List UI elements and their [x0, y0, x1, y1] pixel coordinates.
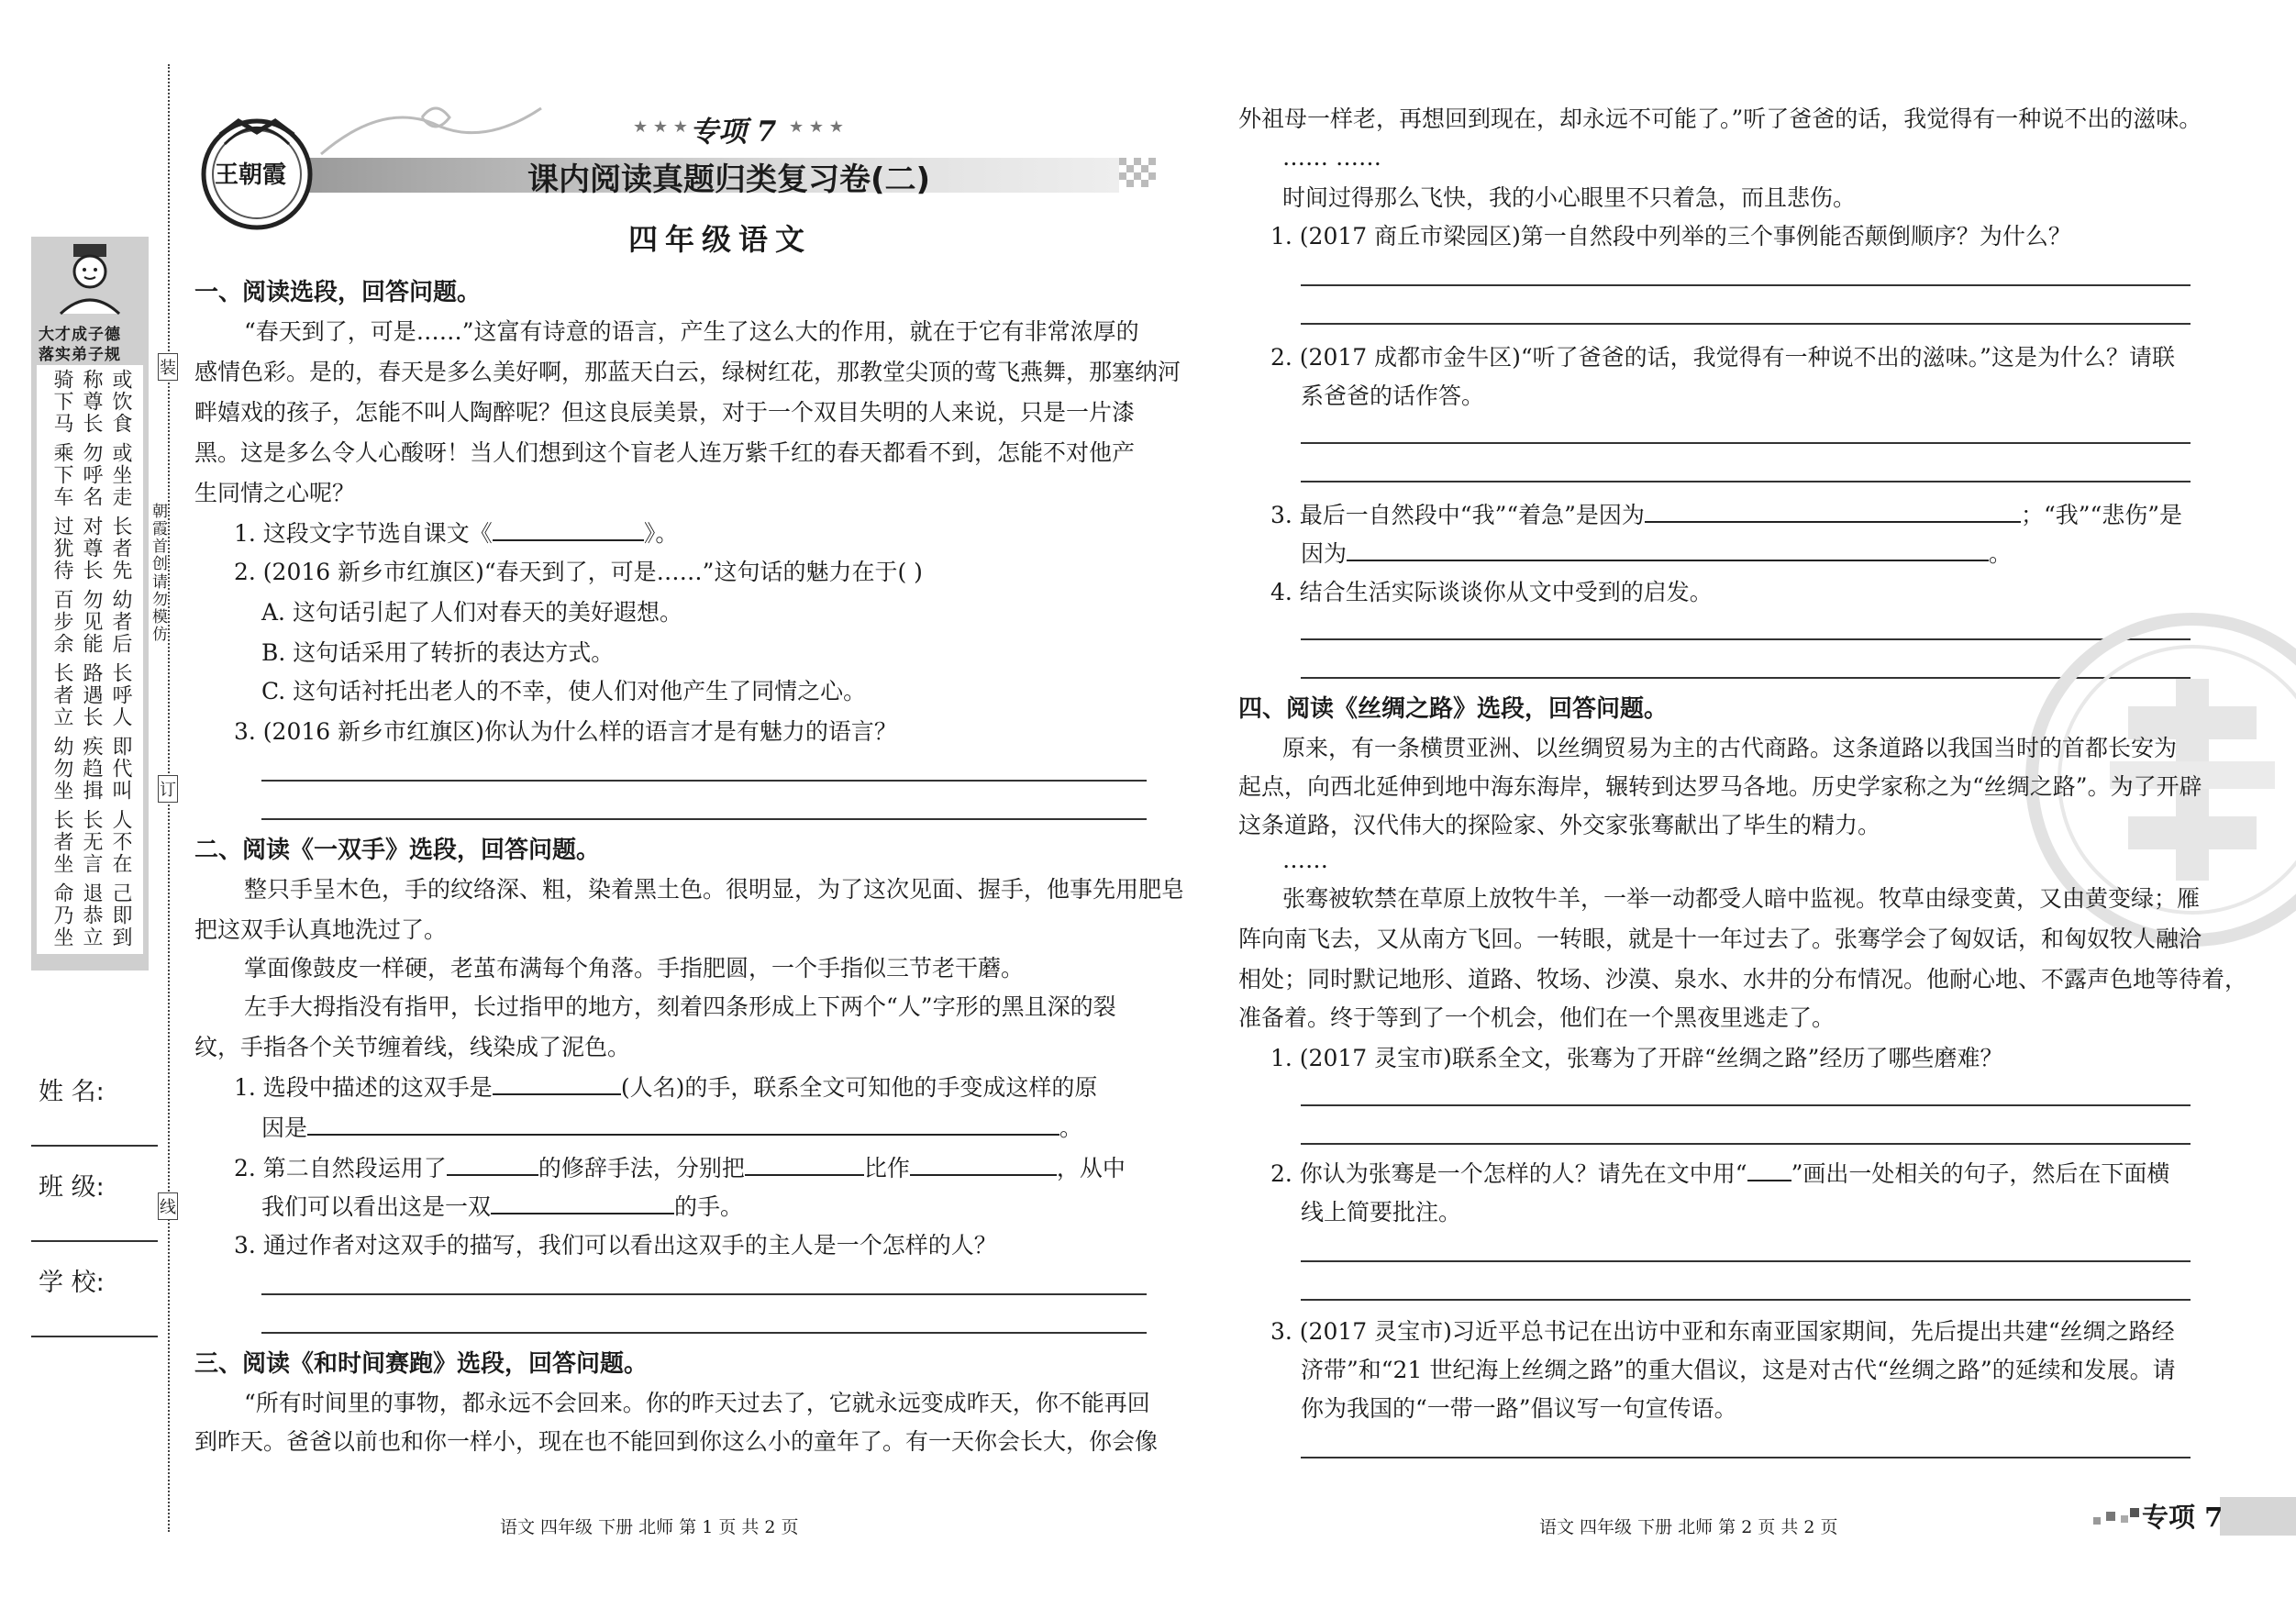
answer-line[interactable]: [1301, 1457, 2191, 1458]
sidebar-poem: [50, 369, 141, 956]
s1-q1-blank[interactable]: [493, 517, 644, 541]
s2-question-1-cont: [261, 1110, 1082, 1147]
s3-q3-blank-2[interactable]: [1347, 538, 1989, 561]
poem-col: 路遇长: [80, 662, 103, 728]
stars-right-icon: ★ ★ ★: [789, 117, 844, 137]
poem-col: 过犹待: [50, 516, 73, 582]
poem-col: 命乃坐: [50, 882, 73, 948]
s2-q2-blank-2[interactable]: [745, 1152, 864, 1176]
poem-col: 乘下车: [50, 442, 73, 508]
page-subtitle: 四年级语文: [628, 222, 813, 257]
poem-col: 对尊长: [80, 516, 103, 582]
s3-question-3-cont: [1301, 536, 2012, 572]
s1-passage-line: “春天到了，可是……”这富有诗意的语言，产生了这么大的作用，就在于它有非常浓厚的: [244, 318, 1139, 345]
s4-q2-mid: ”画出一处相关的句子，然后在下面横: [1791, 1160, 2170, 1187]
s2-question-3: 3. 通过作者对这双手的描写，我们可以看出这双手的主人是一个怎样的人？: [234, 1232, 997, 1259]
s4-passage-line: 起点，向西北延伸到地中海东海岸，辗转到达罗马各地。历史学家称之为“丝绸之路”。为了开辟: [1238, 773, 2202, 800]
s4-passage-line: ……: [1282, 847, 1328, 873]
binding-mark: 订: [158, 775, 178, 803]
class-field[interactable]: [31, 1240, 158, 1242]
s2-q2-cont-text: 我们可以看出这是一双: [261, 1193, 492, 1220]
s2-q1-blank-reason[interactable]: [307, 1112, 1059, 1136]
s3-q3-because: 因为: [1301, 540, 1348, 567]
stars-left-icon: ★ ★ ★: [633, 117, 688, 137]
answer-line[interactable]: [1301, 1260, 2191, 1262]
poem-col: 长者先: [109, 516, 132, 582]
poem-col: 或坐走: [109, 442, 132, 508]
s1-option-a[interactable]: A. 这句话引起了人们对春天的美好遐想。: [261, 599, 682, 626]
motto-line-2: 落实弟子规: [39, 346, 121, 364]
s2-passage-line: 纹，手指各个关节缠着线，线染成了泥色。: [194, 1034, 631, 1060]
binding-mark: 线: [158, 1192, 178, 1220]
s1-question-2: 2. (2016 新乡市红旗区)“春天到了，可是……”这句话的魅力在于( ): [234, 559, 923, 585]
answer-line[interactable]: [1301, 442, 2191, 444]
poem-col: 幼者后: [109, 589, 132, 655]
poem-col: 人不在: [109, 809, 132, 875]
school-field[interactable]: [31, 1336, 158, 1337]
poem-col: 骑下马: [50, 369, 73, 435]
series-label: 专项 7: [690, 116, 777, 149]
answer-line[interactable]: [1301, 323, 2191, 325]
section-1-heading: 一、阅读选段，回答问题。: [194, 279, 482, 306]
section-3-heading: 三、阅读《和时间赛跑》选段，回答问题。: [194, 1350, 649, 1378]
answer-line[interactable]: [261, 1293, 1147, 1295]
s4-q2-text: 2. 你认为张骞是一个怎样的人？请先在文中用“: [1270, 1160, 1747, 1187]
answer-line[interactable]: [1301, 1104, 2191, 1106]
s4-question-1: 1. (2017 灵宝市)联系全文，张骞为了开辟“丝绸之路”经历了哪些磨难？: [1270, 1045, 2003, 1071]
s3-question-2-cont: 系爸爸的话作答。: [1301, 383, 1485, 409]
poem-col: 即代叫: [109, 736, 132, 802]
poem-col: 长者立: [50, 662, 73, 728]
s2-q1-text: 1. 选段中描述的这双手是: [234, 1074, 493, 1101]
s3-q3-end: 。: [1989, 540, 2013, 567]
corner-tag: 专项 7: [2142, 1502, 2224, 1533]
margin-note: 朝霞首创: [149, 503, 167, 572]
s2-question-2-cont: [261, 1189, 743, 1225]
s1-question-3: 3. (2016 新乡市红旗区)你认为什么样的语言才是有魅力的语言？: [234, 718, 897, 745]
poem-col: 长者坐: [50, 809, 73, 875]
s2-q1-blank-name[interactable]: [493, 1071, 621, 1095]
s2-q2-compare: 比作: [863, 1155, 910, 1181]
margin-note: 请勿模仿: [149, 573, 167, 643]
s2-question-2: [234, 1150, 1126, 1187]
s1-passage-line: 黑。这是多么令人心酸呀！当人们想到这个盲老人连万紫千红的春天都看不到，怎能不对他产: [194, 439, 1136, 466]
s4-passage-line: 相处；同时默记地形、道路、牧场、沙漠、泉水、水井的分布情况。他耐心地、不露声色地等待着，: [1238, 966, 2248, 993]
s3-question-3: [1270, 497, 2182, 534]
name-field[interactable]: [31, 1145, 158, 1147]
answer-line[interactable]: [1301, 481, 2191, 482]
answer-line[interactable]: [261, 780, 1147, 782]
s3-passage-line: “所有时间里的事物，都永远不会回来。你的昨天过去了，它就永远变成昨天，你不能再回: [244, 1390, 1150, 1416]
school-label: 学 校:: [39, 1269, 105, 1297]
s2-passage-line: 把这双手认真地洗过了。: [194, 916, 448, 943]
s2-q1-mid: (人名)的手，联系全文可知他的手变成这样的原: [620, 1074, 1098, 1101]
checker-pattern: [1119, 158, 1156, 193]
s4-passage-line: 张骞被软禁在草原上放牧牛羊，一举一动都受人暗中监视。牧草由绿变黄，又由黄变绿；雁: [1282, 885, 2201, 912]
page-footer-left: 语文 四年级 下册 北师 第 1 页 共 2 页: [500, 1517, 799, 1537]
section-4-heading: 四、阅读《丝绸之路》选段，回答问题。: [1238, 695, 1669, 723]
s3-question-2: 2. (2017 成都市金牛区)“听了爸爸的话，我觉得有一种说不出的滋味。”这是为什么？请联: [1270, 344, 2175, 371]
s4-question-2-cont: 线上简要批注。: [1301, 1199, 1462, 1225]
brand-logo-text: 王朝霞: [215, 161, 287, 189]
poem-col: 勿见能: [80, 589, 103, 655]
s2-passage-line: 整只手呈木色，手的纹络深、粗，染着黑土色。很明显，为了这次见面、握手，他事先用肥皂: [244, 876, 1185, 903]
poem-col: 疾趋揖: [80, 736, 103, 802]
poem-col: 退恭立: [80, 882, 103, 948]
corner-tag-bg: [2220, 1497, 2296, 1536]
s1-q1-end: 》。: [643, 520, 679, 547]
poem-col: 或饮食: [109, 369, 132, 435]
s2-q2-mid: 的修辞手法，分别把: [538, 1155, 745, 1181]
s3-passage-line: …… ……: [1282, 144, 1381, 171]
s3-q3-blank-1[interactable]: [1645, 499, 2021, 523]
answer-line[interactable]: [1301, 1143, 2191, 1145]
s4-question-3-line: 你为我国的“一带一路”倡议写一句宣传语。: [1301, 1395, 1737, 1422]
poem-col: 百步余: [50, 589, 73, 655]
s2-q2-blank-4[interactable]: [491, 1191, 674, 1214]
s4-q2-underline-sample: [1747, 1158, 1791, 1181]
s3-question-4: 4. 结合生活实际谈谈你从文中受到的启发。: [1270, 579, 1713, 605]
s2-passage-line: 左手大拇指没有指甲，长过指甲的地方，刻着四条形成上下两个“人”字形的黑且深的裂: [244, 993, 1116, 1020]
answer-line[interactable]: [261, 818, 1147, 820]
binding-mark: 装: [158, 353, 178, 381]
s4-passage-line: 准备着。终于等到了一个机会，他们在一个黑夜里逃走了。: [1238, 1004, 1836, 1031]
motto-line-1: 大才成子德: [39, 326, 121, 344]
poem-col: 己即到: [109, 882, 132, 948]
s3-passage-line: 时间过得那么飞快，我的小心眼里不只着急，而且悲伤。: [1282, 184, 1857, 211]
class-label: 班 级:: [39, 1173, 105, 1202]
name-label: 姓 名:: [39, 1078, 105, 1106]
ribbon-ornament-icon: [312, 90, 550, 163]
page-footer-right: 语文 四年级 下册 北师 第 2 页 共 2 页: [1539, 1517, 1838, 1537]
s1-passage-line: 感情色彩。是的，春天是多么美好啊，那蓝天白云，绿树红花，那教堂尖顶的莺飞燕舞，那塞纳河: [194, 359, 1181, 385]
s3-q3-mid: ；“我”“悲伤”是: [2020, 502, 2183, 528]
s2-q2-cont-end: 的手。: [674, 1193, 744, 1220]
answer-line[interactable]: [1301, 284, 2191, 286]
section-2-heading: 二、阅读《一双手》选段，回答问题。: [194, 837, 601, 864]
s4-passage-line: 这条道路，汉代伟大的探险家、外交家张骞献出了毕生的精力。: [1238, 812, 1881, 838]
s4-passage-line: 阵向南飞去，又从南方飞回。一转眼，就是十一年过去了。张骞学会了匈奴话，和匈奴牧人融洽: [1238, 926, 2202, 952]
s3-q3-text: 3. 最后一自然段中“我”“着急”是因为: [1270, 502, 1645, 528]
poem-col: 勿呼名: [80, 442, 103, 508]
s2-q2-blank-1[interactable]: [447, 1152, 538, 1176]
s3-passage-line: 到昨天。爸爸以前也和你一样小，现在也不能回到你这么小的童年了。有一天你会长大，你会像: [194, 1428, 1159, 1455]
s1-option-b[interactable]: B. 这句话采用了转折的表达方式。: [261, 639, 615, 666]
scholar-figure-icon: [48, 240, 132, 316]
s1-option-c[interactable]: C. 这句话衬托出老人的不幸，使人们对他产生了同情之心。: [261, 678, 867, 704]
s1-q1-text: 1. 这段文字节选自课文《: [234, 520, 493, 547]
s3-question-1: 1. (2017 商丘市梁园区)第一自然段中列举的三个事例能否颠倒顺序？为什么？: [1270, 223, 2071, 250]
s3-passage-line: 外祖母一样老，再想回到现在，却永远不可能了。”听了爸爸的话，我觉得有一种说不出的滋味。: [1238, 105, 2202, 132]
s4-passage-line: 原来，有一条横贯亚洲、以丝绸贸易为主的古代商路。这条道路以我国当时的首都长安为: [1282, 735, 2178, 761]
s1-passage-line: 生同情之心呢？: [194, 480, 356, 506]
s2-q1-reason-label: 因是: [261, 1115, 308, 1141]
s2-passage-line: 掌面像鼓皮一样硬，老茧布满每个角落。手指肥圆，一个手指似三节老干蘑。: [244, 955, 1025, 981]
s1-passage-line: 畔嬉戏的孩子，怎能不叫人陶醉呢？但这良辰美景，对于一个双目失明的人来说，只是一片漆: [194, 399, 1136, 426]
poem-col: 幼勿坐: [50, 736, 73, 802]
poem-col: 长呼人: [109, 662, 132, 728]
s2-q2-end: ，从中: [1056, 1155, 1126, 1181]
s2-q1-end: 。: [1059, 1115, 1083, 1141]
s2-question-1: [234, 1070, 1097, 1106]
s2-q2-text: 2. 第二自然段运用了: [234, 1155, 447, 1181]
s4-question-3-line: 3. (2017 灵宝市)习近平总书记在出访中亚和东南亚国家期间，先后提出共建“丝绸之路经: [1270, 1318, 2175, 1345]
page-title: 课内阅读真题归类复习卷(二): [527, 161, 931, 198]
s4-question-2: [1270, 1156, 2169, 1192]
s1-question-1: [234, 516, 678, 552]
corner-squares-icon: [2093, 1504, 2139, 1532]
s4-question-3-line: 济带”和“21 世纪海上丝绸之路”的重大倡议，这是对古代“丝绸之路”的延续和发展。请: [1301, 1357, 2176, 1383]
s2-q2-blank-3[interactable]: [910, 1152, 1057, 1176]
answer-line[interactable]: [1301, 1299, 2191, 1301]
poem-col: 称尊长: [80, 369, 103, 435]
answer-line[interactable]: [261, 1332, 1147, 1334]
poem-col: 长无言: [80, 809, 103, 875]
